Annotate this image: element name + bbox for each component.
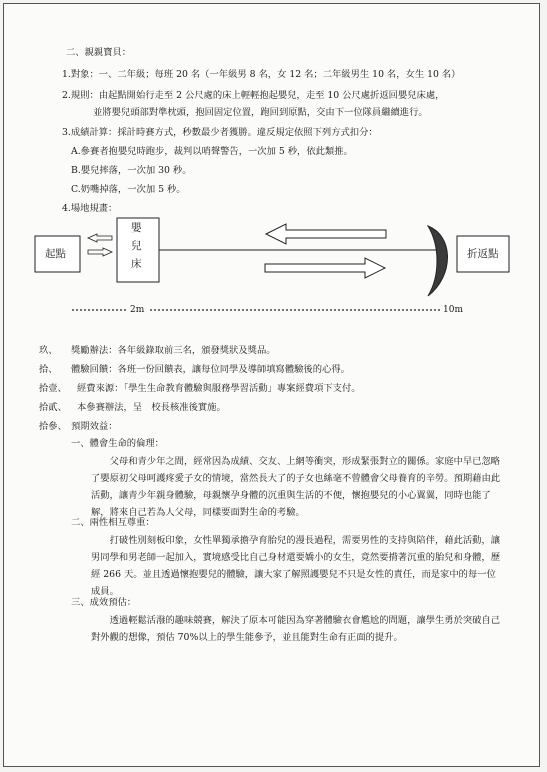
distance-2m: 2m	[130, 305, 145, 315]
section-jiu-text: 獎勵辦法：各年級錄取前三名，頒發獎狀及獎品。	[71, 345, 276, 356]
benefit-3-body: 透過輕鬆活潑的趣味競賽，解決了原本可能因為穿著體驗衣會尷尬的問題，讓學生勇於突破自己對外觀的想像，預估 70%以上的學生能參予，並且能對生命有正面的提升。	[91, 615, 501, 643]
section-jiu-number: 玖、	[39, 345, 58, 356]
section-11-number: 拾壹、	[39, 383, 67, 394]
return-arrow-small	[88, 234, 112, 242]
crib-label-1: 嬰	[131, 222, 142, 234]
section-shi-text: 體驗回饋：各班一份回饋表，讓每位同學及導師填寫體驗後的心得。	[71, 364, 350, 375]
crib-label-2: 兒	[131, 240, 142, 252]
rule-item-1: 1.對象：一、二年級；每班 20 名（一年級男 8 名，女 12 名；二年級男生 10 名，女生 10 名）	[62, 69, 461, 80]
benefit-2-title: 二、兩性相互尊重：	[71, 517, 155, 528]
rule-item-3: 3.成績計算：採計時賽方式，秒數最少者獲勝。違反規定依照下列方式扣分：	[62, 127, 378, 138]
benefit-1-title: 一、體會生命的倫理：	[71, 438, 164, 449]
outgoing-arrow	[265, 258, 385, 278]
rule-item-2-line2: 並將嬰兒頭部對準枕頭，抱回固定位置，跑回到原點，交由下一位隊員繼續進行。	[93, 107, 428, 118]
return-arrow	[266, 224, 386, 244]
rule-item-3a: A.參賽者抱嬰兒時跑步，裁判以哨聲警告，一次加 5 秒，依此類推。	[71, 146, 353, 157]
rule-item-4: 4.場地規畫：	[62, 203, 118, 214]
crib-label-3: 床	[131, 258, 142, 270]
rule-item-3b: B.嬰兒摔落，一次加 30 秒。	[71, 165, 192, 176]
section-12-text: 本參賽辦法，呈 校長核准後實施。	[77, 402, 226, 413]
rule-item-3c: C.奶嘴掉落，一次加 5 秒。	[71, 184, 186, 195]
section-12-number: 拾貳、	[39, 402, 67, 413]
section-shi-number: 拾、	[39, 364, 58, 375]
benefit-2-body: 打破性別刻板印象，女性單獨承擔孕育胎兒的漫長過程，需要男性的支持與陪伴，藉此活動，讓男同學和男老師一起加入，實境感受比自己身材還要嬌小的女生，竟然要揹著沉重的胎兒和身體，歷經 266 天。並且透過懷抱嬰兒的體驗，讓大家了解照護嬰兒不只是女性的責任，而是家中的每一位成員。	[91, 535, 501, 597]
benefit-1-body: 父母和青少年之間，經常因為成績、交友、上網等衝突，形成緊張對立的關係。家庭中早已忽略了嬰原初父母呵護疼愛子女的情境，當然長大了的子女也絲毫不曾體會父母養育的辛勞。預期藉由此活動，讓青少年親身體驗，母親懷孕身體的沉重與生活的不便，懷抱嬰兒的小心翼翼，同時也能了解，將來自己若為人父母，同樣要面對生命的考驗。	[91, 456, 501, 518]
benefit-3-title: 三、成效預估：	[71, 597, 137, 608]
section-11-text: 經費來源：「學生生命教育體驗與服務學習活動」專案經費項下支付。	[77, 383, 361, 394]
distance-10m: 10m	[443, 305, 463, 315]
rule-item-2-line1: 2.規則：由起點開始行走至 2 公尺處的床上輕輕抱起嬰兒，走至 10 公尺處折返回嬰兒床處，	[62, 90, 445, 101]
section-13-number: 拾參、	[39, 421, 67, 432]
section-heading: 二、親親寶貝：	[66, 47, 132, 58]
section-13-text: 預期效益：	[71, 421, 118, 432]
start-label: 起點	[45, 248, 66, 260]
turn-label: 折返點	[467, 248, 499, 260]
forward-arrow-small	[88, 248, 112, 256]
turn-curve	[428, 226, 448, 296]
